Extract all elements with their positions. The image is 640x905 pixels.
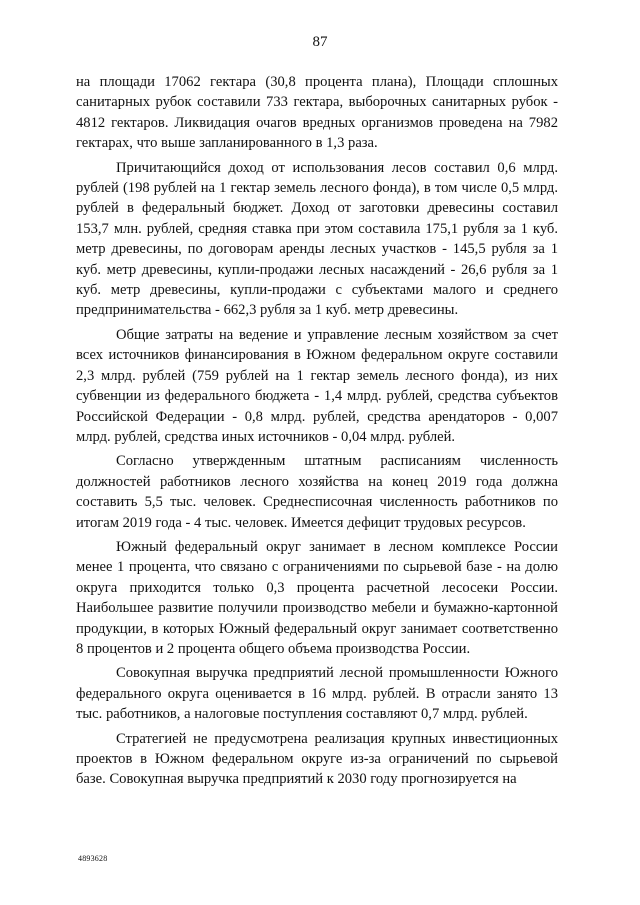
- page-number: 87: [312, 34, 328, 50]
- paragraph-2: Причитающийся доход от использования лесов составил 0,6 млрд. рублей (198 рублей на 1 гектар земель лесного фонда), в том числе 0,5 млрд. рублей в федеральный бюджет. Доход от заготовки древесины составил 153,7 млн. рублей, средняя ставка при этом составила 175,1 рубля за 1 куб. метр древесины, по договорам аренды лесных участков - 145,5 рубля за 1 куб. метр древесины, купли-продажи лесных насаждений - 26,6 рубля за 1 куб. метр древесины, купли-продажи с субъектами малого и среднего предпринимательства - 662,3 рубля за 1 куб. метр древесины.: [76, 159, 558, 319]
- paragraph-7: Стратегией не предусмотрена реализация крупных инвестиционных проектов в Южном федеральном округе из-за ограничений по сырьевой базе. Совокупная выручка предприятий к 2030 году прогнозируется на: [76, 730, 558, 788]
- document-code: 4893628: [78, 854, 108, 863]
- body-text: [76, 72, 558, 794]
- paragraph-3: Общие затраты на ведение и управление лесным хозяйством за счет всех источников финансирования в Южном федеральном округе составили 2,3 млрд. рублей (759 рублей на 1 гектар земель лесного фонда), из них субвенции из федерального бюджета - 1,4 млрд. рублей, средства субъектов Российской Федерации - 0,8 млрд. рублей, средства арендаторов - 0,007 млрд. рублей, средства иных источников - 0,04 млрд. рублей.: [76, 326, 558, 445]
- paragraph-6: Совокупная выручка предприятий лесной промышленности Южного федерального округа оценивается в 16 млрд. рублей. В отрасли занято 13 тыс. работников, а налоговые поступления составляют 0,7 млрд. рублей.: [76, 665, 558, 723]
- paragraph-5: Южный федеральный округ занимает в лесном комплексе России менее 1 процента, что связано с ограничениями по сырьевой базе - на долю округа приходится только 0,3 процента расчетной лесосеки России. Наибольшее развитие получили производство мебели и бумажно-картонной продукции, в которых Южный федеральный округ занимает соответственно 8 процентов и 2 процента общего объема производства России.: [76, 538, 558, 657]
- paragraph-1: на площади 17062 гектара (30,8 процента плана), Площади сплошных санитарных рубок составили 733 гектара, выборочных санитарных рубок - 4812 гектаров. Ликвидация очагов вредных организмов проведена на 7982 гектарах, что выше запланированного в 1,3 раза.: [76, 74, 558, 152]
- paragraph-4: Согласно утвержденным штатным расписаниям численность должностей работников лесного хозяйства на конец 2019 года должна составить 5,5 тыс. человек. Среднесписочная численность работников по итогам 2019 года - 4 тыс. человек. Имеется дефицит трудовых ресурсов.: [76, 453, 558, 531]
